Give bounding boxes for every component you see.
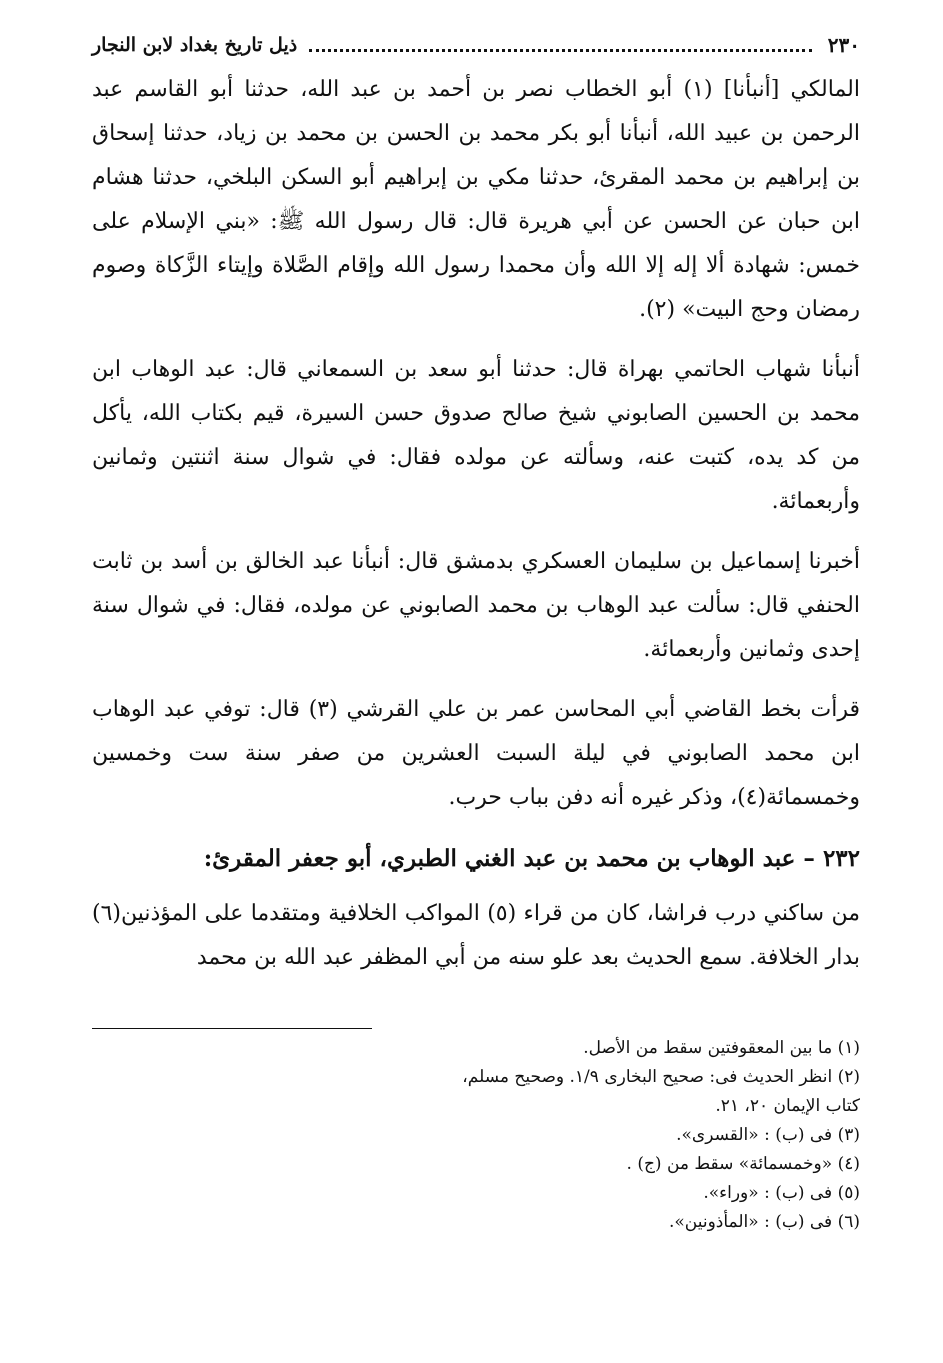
- book-page: [92, 28, 860, 1232]
- footnote-5: (٥) فى (ب) : «وراء».: [703, 1183, 860, 1203]
- footnote-3: (٣) فى (ب) : «القسرى».: [676, 1125, 860, 1145]
- footnotes: [92, 1034, 860, 1237]
- page-number: ٢٣٠: [827, 33, 860, 57]
- footnote-divider: [92, 1028, 372, 1029]
- paragraph-hadith-chain: المالكي [أنبأنا] (١) أبو الخطاب نصر بن أحمد بن عبد الله، حدثنا أبو القاسم عبد الرحمن بن عبيد الله، أنبأنا أبو بكر محمد بن الحسن بن محمد بن زياد، حدثنا إسحاق بن إبراهيم بن محمد المقرئ، حدثنا مكي بن إبراهيم أبو السكن البلخي، حدثنا هشام ابن حبان عن الحسن عن أبي هريرة قال: قال رسول الله ﷺ: «بني الإسلام على خمس: شهادة ألا إله إلا الله وأن محمدا رسول الله وإقام الصَّلاة وإيتاء الزَّكاة وصوم رمضان وحج البيت» (٢).: [92, 77, 860, 322]
- footnote-2: (٢) انظر الحديث فى: صحيح البخارى ١/٩. وصحيح مسلم، كتاب الإيمان ٢٠، ٢١.: [462, 1067, 860, 1116]
- entry-heading: ٢٣٢ – عبد الوهاب بن محمد بن عبد الغني الطبري، أبو جعفر المقرئ:: [203, 845, 860, 872]
- running-header: [92, 28, 860, 62]
- paragraph-askari-report: أخبرنا إسماعيل بن سليمان العسكري بدمشق قال: أنبأنا عبد الخالق بن أسد بن ثابت الحنفي قال: سألت عبد الوهاب بن محمد الصابوني عن مولده، فقال: في شوال سنة إحدى وثمانين وأربعمائة.: [92, 549, 860, 662]
- footnote-6: (٦) فى (ب) : «المأذونين».: [668, 1212, 860, 1232]
- dotted-leader: [309, 39, 812, 52]
- paragraph-entry-body: من ساكني درب فراشا، كان من قراء (٥) المواكب الخلافية ومتقدما على المؤذنين(٦) بدار الخلافة. سمع الحديث بعد علو سنه من أبي المظفر عبد الله بن محمد: [92, 901, 860, 970]
- paragraph-samani-report: أنبأنا شهاب الحاتمي بهراة قال: حدثنا أبو سعد بن السمعاني قال: عبد الوهاب ابن محمد بن الحسين الصابوني شيخ صالح صدوق حسن السيرة، قيم بكتاب الله، يأكل من كد يده، كتبت عنه، وسألته عن مولده فقال: في شوال سنة اثنتين وثمانين وأربعمائة.: [92, 357, 860, 514]
- footnote-4: (٤) «وخمسمائة» سقط من (ج) .: [626, 1154, 860, 1174]
- book-title: ذيل تاريخ بغداد لابن النجار: [92, 34, 298, 56]
- footnote-1: (١) ما بين المعقوفتين سقط من الأصل.: [583, 1038, 860, 1058]
- paragraph-death-date: قرأت بخط القاضي أبي المحاسن عمر بن علي القرشي (٣) قال: توفي عبد الوهاب ابن محمد الصابوني في ليلة السبت العشرين من صفر سنة ست وخمسين وخمسمائة(٤)، وذكر غيره أنه دفن بباب حرب.: [92, 697, 860, 810]
